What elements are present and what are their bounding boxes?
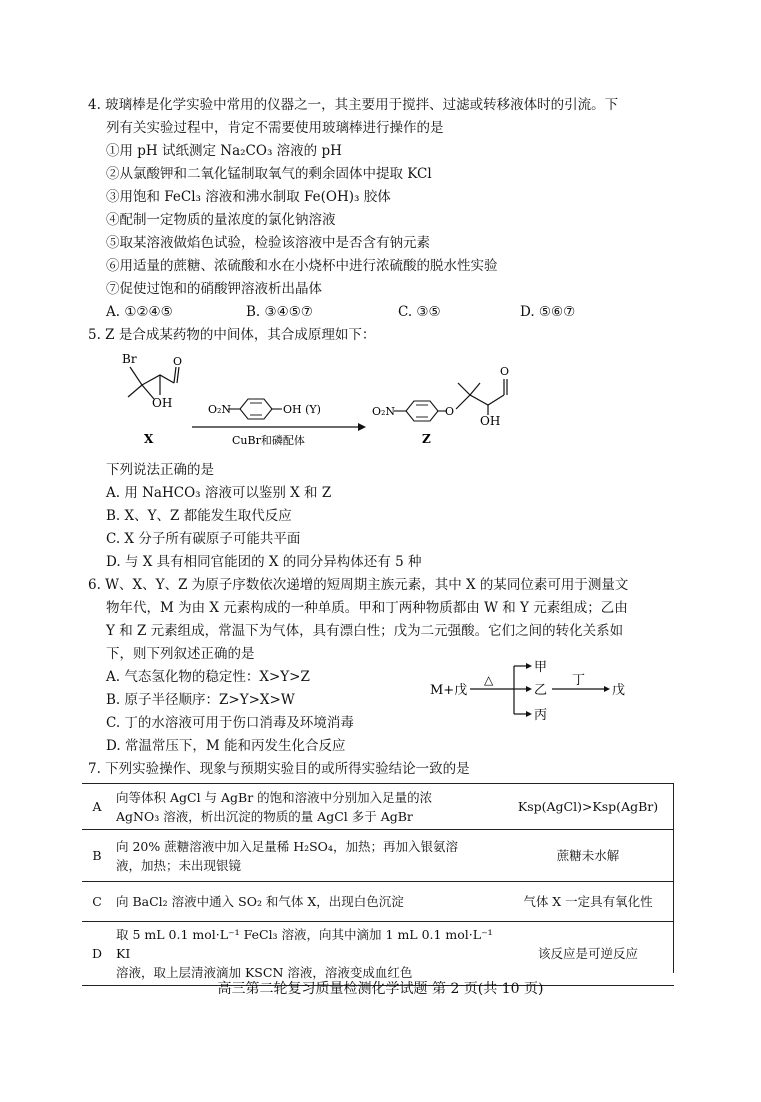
row-label-c[interactable]: C bbox=[82, 882, 112, 922]
row-a-operation-line1: 向等体积 AgCl 与 AgBr 的饱和溶液中分别加入足量的浓 bbox=[116, 789, 433, 805]
x-carbonyl-o: O bbox=[173, 355, 183, 368]
q4-stem-line2: 列有关实验过程中，肯定不需要使用玻璃棒进行操作的是 bbox=[106, 120, 444, 136]
q7-table bbox=[82, 783, 674, 986]
row-label-a[interactable]: A bbox=[82, 784, 112, 830]
x-oh-label: OH bbox=[152, 396, 173, 410]
q4-item-2: ②从氯酸钾和二氧化锰制取氧气的剩余固体中提取 KCl bbox=[106, 166, 432, 182]
y-o2n-label: O₂N bbox=[208, 403, 232, 416]
diagram-jia: 甲 bbox=[534, 660, 548, 675]
y-oh-label: OH (Y) bbox=[283, 403, 321, 416]
z-label: Z bbox=[422, 432, 431, 446]
diagram-m-wu: M+戊 bbox=[430, 683, 468, 698]
q6-stem-line2: 物年代，M 为由 X 元素构成的一种单质。甲和丁两种物质都由 W 和 Y 元素组成；乙由 bbox=[106, 600, 628, 616]
q4-item-3: ③用饱和 FeCl₃ 溶液和沸水制取 Fe(OH)₃ 胶体 bbox=[106, 189, 391, 205]
q6-stem-line1: 6. W、X、Y、Z 为原子序数依次递增的短周期主族元素，其中 X 的某同位素可用于测量文 bbox=[88, 577, 629, 593]
diagram-heat: △ bbox=[484, 673, 494, 687]
q6-option-d[interactable]: D. 常温常压下，M 能和丙发生化合反应 bbox=[106, 738, 346, 754]
q4-stem-line1: 4. 玻璃棒是化学实验中常用的仪器之一，其主要用于搅拌、过滤或转移液体时的引流。下 bbox=[88, 97, 619, 113]
x-br-label: Br bbox=[122, 352, 137, 366]
q4-item-6: ⑥用适量的蔗糖、浓硫酸和水在小烧杯中进行浓硫酸的脱水性实验 bbox=[106, 258, 498, 274]
row-b-operation-line1: 向 20% 蔗糖溶液中加入足量稀 H₂SO₄，加热；再加入银氨溶 bbox=[116, 838, 458, 854]
diagram-wu: 戊 bbox=[612, 683, 626, 698]
q5-stem: 5. Z 是合成某药物的中间体，其合成原理如下： bbox=[88, 327, 376, 343]
row-c-operation-line1: 向 BaCl₂ 溶液中通入 SO₂ 和气体 X，出现白色沉淀 bbox=[116, 894, 404, 909]
q5-option-c[interactable]: C. X 分子所有碳原子可能共平面 bbox=[106, 531, 301, 547]
q5-option-b[interactable]: B. X、Y、Z 都能发生取代反应 bbox=[106, 508, 292, 524]
q5-reaction-scheme bbox=[100, 345, 580, 455]
row-b-conclusion: 蔗糖未水解 bbox=[502, 830, 674, 882]
table-row bbox=[82, 830, 674, 882]
q6-option-b[interactable]: B. 原子半径顺序：Z>Y>X>W bbox=[106, 692, 295, 708]
q4-item-1: ①用 pH 试纸测定 Na₂CO₃ 溶液的 pH bbox=[106, 143, 342, 159]
q4-option-b[interactable]: B. ③④⑤⑦ bbox=[246, 304, 313, 320]
row-d-operation-line1: 取 5 mL 0.1 mol·L⁻¹ FeCl₃ 溶液，向其中滴加 1 mL 0.1 mol·L⁻¹ KI bbox=[116, 927, 493, 961]
diagram-yi: 乙 bbox=[534, 683, 548, 698]
q7-stem: 7. 下列实验操作、现象与预期实验目的或所得实验结论一致的是 bbox=[88, 761, 470, 777]
q4-option-c[interactable]: C. ③⑤ bbox=[398, 304, 441, 320]
z-ether-o: O bbox=[445, 405, 455, 418]
row-d-operation-line2: 溶液，取上层清液滴加 KSCN 溶液，溶液变成血红色 bbox=[116, 965, 413, 980]
q4-option-d[interactable]: D. ⑤⑥⑦ bbox=[520, 304, 576, 320]
reaction-condition: CuBr和磷配体 bbox=[232, 434, 305, 447]
q5-option-a[interactable]: A. 用 NaHCO₃ 溶液可以鉴别 X 和 Z bbox=[106, 485, 332, 501]
table-row bbox=[82, 784, 674, 830]
row-label-d[interactable]: D bbox=[82, 922, 112, 986]
z-oh-label: OH bbox=[480, 414, 501, 428]
row-a-conclusion: Ksp(AgCl)>Ksp(AgBr) bbox=[502, 784, 674, 830]
q5-ask: 下列说法正确的是 bbox=[106, 462, 214, 478]
row-a-operation-line2: AgNO₃ 溶液，析出沉淀的物质的量 AgCl 多于 AgBr bbox=[116, 808, 413, 824]
diagram-bing: 丙 bbox=[534, 708, 548, 723]
table-row bbox=[82, 922, 674, 986]
q4-item-7: ⑦促使过饱和的硝酸钾溶液析出晶体 bbox=[106, 281, 322, 297]
table-row bbox=[82, 882, 674, 922]
q4-option-a[interactable]: A. ①②④⑤ bbox=[106, 304, 173, 320]
row-label-b[interactable]: B bbox=[82, 830, 112, 882]
q6-stem-line3: Y 和 Z 元素组成，常温下为气体，具有漂白性；戊为二元强酸。它们之间的转化关系如 bbox=[106, 623, 624, 639]
page-footer: 高三第二轮复习质量检测化学试题 第 2 页(共 10 页) bbox=[217, 981, 544, 997]
diagram-ding: 丁 bbox=[572, 673, 586, 688]
q6-option-c[interactable]: C. 丁的水溶液可用于伤口消毒及环境消毒 bbox=[106, 715, 354, 731]
row-c-conclusion: 气体 X 一定具有氧化性 bbox=[502, 882, 674, 922]
q5-option-d[interactable]: D. 与 X 具有相同官能团的 X 的同分异构体还有 5 种 bbox=[106, 554, 422, 570]
q4-item-4: ④配制一定物质的量浓度的氯化钠溶液 bbox=[106, 212, 336, 228]
q6-option-a[interactable]: A. 气态氢化物的稳定性：X>Y>Z bbox=[106, 669, 310, 685]
row-b-operation-line2: 液，加热；未出现银镜 bbox=[116, 857, 242, 873]
x-label: X bbox=[144, 432, 154, 446]
q6-stem-line4: 下，则下列叙述正确的是 bbox=[106, 646, 255, 662]
table-right-border bbox=[673, 783, 674, 973]
row-d-conclusion: 该反应是可逆反应 bbox=[502, 922, 674, 986]
z-carbonyl-o: O bbox=[500, 365, 510, 378]
q4-item-5: ⑤取某溶液做焰色试验，检验该溶液中是否含有钠元素 bbox=[106, 235, 430, 251]
q6-transformation-diagram bbox=[428, 656, 648, 726]
z-o2n-label: O₂N bbox=[372, 405, 396, 418]
